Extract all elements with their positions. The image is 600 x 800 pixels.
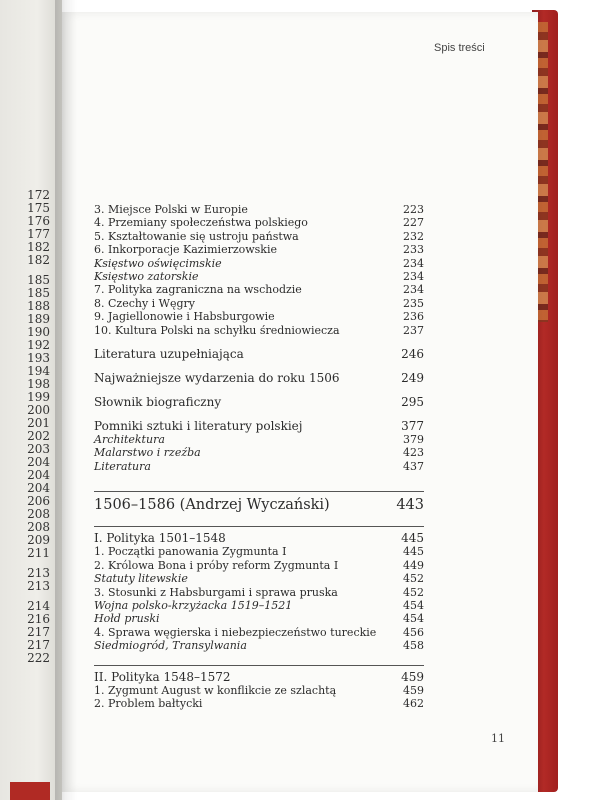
toc-entry-page: 454 [403, 612, 424, 626]
toc-entry-page: 379 [403, 433, 424, 447]
toc-entry-title: Malarstwo i rzeźba [94, 446, 201, 460]
section-rule [94, 491, 424, 492]
toc-entry [94, 433, 424, 446]
left-page-number: 190 [27, 325, 50, 339]
spacer [94, 473, 424, 491]
toc-entry-title: 7. Polityka zagraniczna na wschodzie [94, 283, 302, 297]
toc-entry-title: 6. Inkorporacje Kazimierzowskie [94, 243, 278, 257]
spacer [94, 385, 424, 395]
toc-entry-title: Hołd pruski [94, 612, 160, 626]
toc-entry [94, 697, 424, 710]
toc-entry [94, 257, 424, 270]
toc-section [94, 395, 424, 409]
toc-entry-page: 452 [403, 572, 424, 586]
toc-entry-title: Księstwo oświęcimskie [94, 256, 222, 270]
left-page-number: 204 [27, 468, 50, 482]
toc-entry-page: 445 [403, 545, 424, 559]
left-page-number: 193 [27, 351, 50, 365]
toc-entry-title: I. Polityka 1501–1548 [94, 531, 226, 546]
left-page-number: 182 [27, 253, 50, 267]
toc-entry-page: 423 [403, 446, 424, 460]
toc-entry-title: 8. Czechy i Węgry [94, 296, 196, 310]
left-page-number: 208 [27, 507, 50, 521]
toc-section [94, 670, 424, 684]
toc-entry-title: 2. Królowa Bona i próby reform Zygmunta I [94, 558, 339, 572]
left-page-number: 182 [27, 240, 50, 254]
left-page-number: 199 [27, 390, 50, 404]
section-rule [94, 665, 424, 666]
toc-entry [94, 310, 424, 323]
toc-entry-page: 456 [403, 625, 424, 639]
left-page-number: 176 [27, 214, 50, 228]
spacer [94, 653, 424, 665]
toc-entry-title: 9. Jagiellonowie i Habsburgowie [94, 310, 275, 324]
toc-entry-title: 1506–1586 (Andrzej Wyczański) [94, 497, 330, 514]
spacer [94, 514, 424, 526]
table-of-contents [94, 203, 424, 710]
toc-entry-title: Pomniki sztuki i literatury polskiej [94, 419, 303, 434]
left-page [0, 0, 62, 800]
left-page-number: 222 [27, 651, 50, 665]
left-page-number: 175 [27, 201, 50, 215]
toc-entry-title: 5. Kształtowanie się ustroju państwa [94, 229, 299, 243]
toc-entry-page: 295 [401, 395, 424, 410]
toc-entry [94, 283, 424, 296]
toc-entry-page: 462 [403, 696, 424, 710]
left-cover-edge [10, 782, 50, 800]
toc-entry [94, 460, 424, 473]
toc-entry-page: 459 [403, 683, 424, 697]
toc-entry-title: Księstwo zatorskie [94, 270, 199, 284]
left-page-number: 208 [27, 520, 50, 534]
toc-entry [94, 297, 424, 310]
left-page-number: 194 [27, 364, 50, 378]
left-page-number: 198 [27, 377, 50, 391]
left-page-number: 204 [27, 455, 50, 469]
toc-entry [94, 216, 424, 229]
toc-entry-page: 235 [403, 296, 424, 310]
toc-entry [94, 626, 424, 639]
toc-entry-page: 234 [403, 270, 424, 284]
left-page-number: 172 [27, 188, 50, 202]
left-page-number: 209 [27, 533, 50, 547]
left-page-number: 204 [27, 481, 50, 495]
toc-entry [94, 599, 424, 612]
left-page-number: 217 [27, 625, 50, 639]
toc-section [94, 531, 424, 545]
page-number: 11 [491, 732, 505, 745]
toc-entry-title: 3. Stosunki z Habsburgami i sprawa pruska [94, 585, 338, 599]
toc-entry-page: 233 [403, 243, 424, 257]
section-rule [94, 526, 424, 527]
toc-entry-title: Literatura uzupełniająca [94, 347, 244, 362]
toc-entry [94, 684, 424, 697]
page-gutter-shadow [55, 0, 77, 800]
toc-entry-page: 232 [403, 229, 424, 243]
toc-entry-page: 237 [403, 323, 424, 337]
toc-entry [94, 230, 424, 243]
toc-entry-title: 4. Przemiany społeczeństwa polskiego [94, 216, 308, 230]
toc-part-heading [94, 496, 424, 514]
toc-entry-page: 454 [403, 598, 424, 612]
left-page-number: 192 [27, 338, 50, 352]
left-page-number: 185 [27, 273, 50, 287]
toc-entry-page: 227 [403, 216, 424, 230]
toc-entry [94, 270, 424, 283]
toc-entry-title: Słownik biograficzny [94, 395, 222, 410]
toc-entry-page: 459 [401, 669, 424, 684]
toc-entry-title: 1. Zygmunt August w konflikcie ze szlachtą [94, 683, 337, 697]
left-page-number: 188 [27, 299, 50, 313]
toc-entry-page: 236 [403, 310, 424, 324]
left-page-number: 202 [27, 429, 50, 443]
toc-entry-page: 377 [401, 419, 424, 434]
spacer [94, 337, 424, 347]
toc-entry-page: 458 [403, 639, 424, 653]
toc-entry-page: 449 [403, 558, 424, 572]
running-header: Spis treści [434, 42, 485, 54]
toc-entry-title: Literatura [94, 459, 151, 473]
toc-entry-page: 445 [401, 531, 424, 546]
toc-entry [94, 612, 424, 625]
left-page-number: 200 [27, 403, 50, 417]
toc-entry-title: Architektura [94, 433, 165, 447]
toc-entry-title: II. Polityka 1548–1572 [94, 669, 231, 684]
toc-entry-title: 1. Początki panowania Zygmunta I [94, 545, 287, 559]
toc-entry-title: Siedmiogród, Transylwania [94, 639, 247, 653]
toc-entry [94, 203, 424, 216]
left-page-number: 217 [27, 638, 50, 652]
left-page-numbers [0, 189, 50, 665]
toc-section [94, 347, 424, 361]
left-page-number: 213 [27, 579, 50, 593]
toc-entry [94, 446, 424, 459]
left-page-number: 216 [27, 612, 50, 626]
toc-entry [94, 545, 424, 558]
toc-entry [94, 243, 424, 256]
toc-entry-page: 223 [403, 203, 424, 216]
toc-entry-page: 234 [403, 283, 424, 297]
left-page-number: 189 [27, 312, 50, 326]
toc-section [94, 419, 424, 433]
toc-entry [94, 559, 424, 572]
left-page-number: 206 [27, 494, 50, 508]
left-page-number: 214 [27, 599, 50, 613]
toc-entry-title: 3. Miejsce Polski w Europie [94, 203, 248, 216]
toc-entry-page: 452 [403, 585, 424, 599]
toc-entry-page: 249 [401, 371, 424, 386]
spacer [94, 409, 424, 419]
left-page-number: 213 [27, 566, 50, 580]
toc-entry-title: 2. Problem bałtycki [94, 696, 203, 710]
left-page-number: 203 [27, 442, 50, 456]
toc-entry-page: 443 [396, 497, 424, 514]
left-page-number: 177 [27, 227, 50, 241]
toc-entry-page: 246 [401, 347, 424, 362]
toc-entry-title: Wojna polsko-krzyżacka 1519–1521 [94, 598, 293, 612]
toc-entry-page: 234 [403, 256, 424, 270]
toc-entry-title: Najważniejsze wydarzenia do roku 1506 [94, 371, 340, 386]
toc-entry [94, 586, 424, 599]
toc-section [94, 371, 424, 385]
left-page-number: 211 [27, 546, 50, 560]
left-page-number: 201 [27, 416, 50, 430]
toc-entry-page: 437 [403, 459, 424, 473]
spacer [94, 361, 424, 371]
toc-entry-title: 4. Sprawa węgierska i niebezpieczeństwo tureckie [94, 625, 377, 639]
toc-entry [94, 639, 424, 652]
left-page-number: 185 [27, 286, 50, 300]
toc-entry-title: 10. Kultura Polski na schyłku średniowiecza [94, 323, 340, 337]
toc-entry-title: Statuty litewskie [94, 572, 188, 586]
toc-entry [94, 572, 424, 585]
toc-entry [94, 324, 424, 337]
